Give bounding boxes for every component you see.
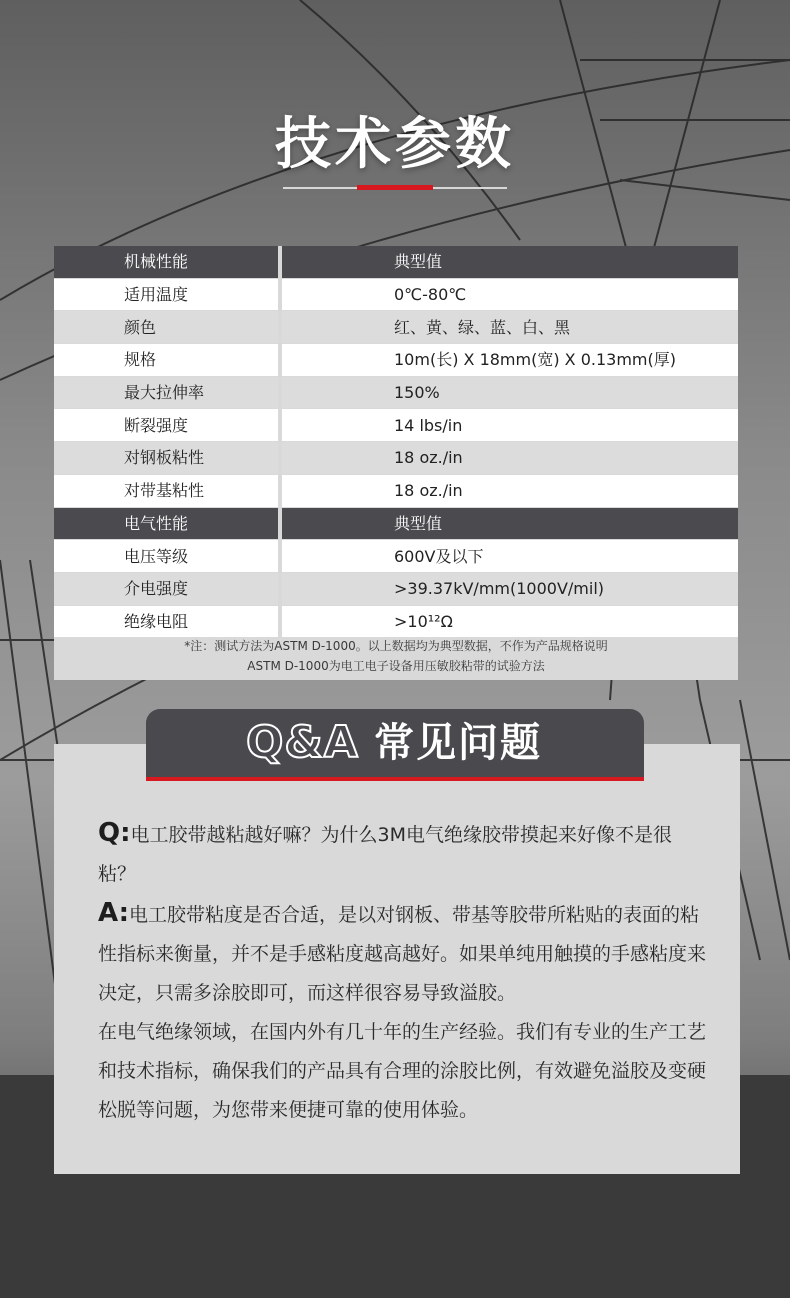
spec-section-header (54, 507, 738, 540)
qa-question (98, 814, 708, 894)
spec-label: 介电强度 (54, 572, 280, 605)
spec-row (54, 474, 738, 507)
spec-row (54, 278, 738, 311)
spec-row (54, 572, 738, 605)
spec-row (54, 376, 738, 409)
qa-title: 常见问题 (374, 720, 542, 766)
spec-label: 规格 (54, 344, 280, 377)
spec-row (54, 605, 738, 638)
spec-label: 适用温度 (54, 278, 280, 311)
spec-label: 对带基粘性 (54, 474, 280, 507)
spec-value: >10¹²Ω (280, 605, 738, 638)
spec-value: 红、黄、绿、蓝、白、黑 (280, 311, 738, 344)
spec-row (54, 540, 738, 573)
qa-content (98, 814, 708, 1130)
spec-row (54, 311, 738, 344)
qa-paragraph: 在电气绝缘领域，在国内外有几十年的生产经验。我们有专业的生产工艺和技术指标，确保我们的产品具有合理的涂胶比例，有效避免溢胶及变硬松脱等问题，为您带来便捷可靠的使用体验。 (98, 1021, 707, 1121)
spec-header-label: 机械性能 (54, 246, 280, 278)
spec-header-value: 典型值 (280, 507, 738, 540)
question-text: 电工胶带越粘越好嘛？为什么3M电气绝缘胶带摸起来好像不是很粘？ (98, 824, 672, 885)
qa-logo-text: Q&A (246, 717, 359, 768)
spec-note (54, 636, 738, 676)
spec-value: 10m(长) X 18mm(宽) X 0.13mm(厚) (280, 344, 738, 377)
spec-header-value: 典型值 (280, 246, 738, 278)
spec-row (54, 344, 738, 377)
spec-note-line: *注：测试方法为ASTM D-1000。以上数据均为典型数据，不作为产品规格说明 (184, 639, 608, 653)
answer-text: 电工胶带粘度是否合适，是以对钢板、带基等胶带所粘贴的表面的粘性指标来衡量，并不是手感粘度越高越好。如果单纯用触摸的手感粘度来决定，只需多涂胶即可，而这样很容易导致溢胶。 (98, 904, 707, 1004)
spec-note-line: ASTM D-1000为电工电子设备用压敏胶粘带的试验方法 (247, 659, 545, 673)
spec-value: 150% (280, 376, 738, 409)
spec-value: 600V及以下 (280, 540, 738, 573)
spec-label: 对钢板粘性 (54, 442, 280, 475)
spec-value: 18 oz./in (280, 474, 738, 507)
page-title: 技术参数 (275, 112, 515, 177)
spec-row (54, 409, 738, 442)
spec-label: 绝缘电阻 (54, 605, 280, 638)
question-mark-label: Q: (98, 818, 131, 848)
spec-panel (54, 246, 738, 680)
qa-header (146, 709, 644, 781)
spec-label: 颜色 (54, 311, 280, 344)
spec-value: 0℃-80℃ (280, 278, 738, 311)
spec-label: 断裂强度 (54, 409, 280, 442)
spec-label: 最大拉伸率 (54, 376, 280, 409)
spec-value: 14 lbs/in (280, 409, 738, 442)
title-underline-accent (357, 185, 433, 190)
spec-value: 18 oz./in (280, 442, 738, 475)
spec-header-label: 电气性能 (54, 507, 280, 540)
spec-value: >39.37kV/mm(1000V/mil) (280, 572, 738, 605)
spec-section-header (54, 246, 738, 278)
answer-mark-label: A: (98, 898, 130, 928)
spec-label: 电压等级 (54, 540, 280, 573)
spec-table (54, 246, 738, 638)
qa-answer (98, 894, 708, 1013)
spec-row (54, 442, 738, 475)
